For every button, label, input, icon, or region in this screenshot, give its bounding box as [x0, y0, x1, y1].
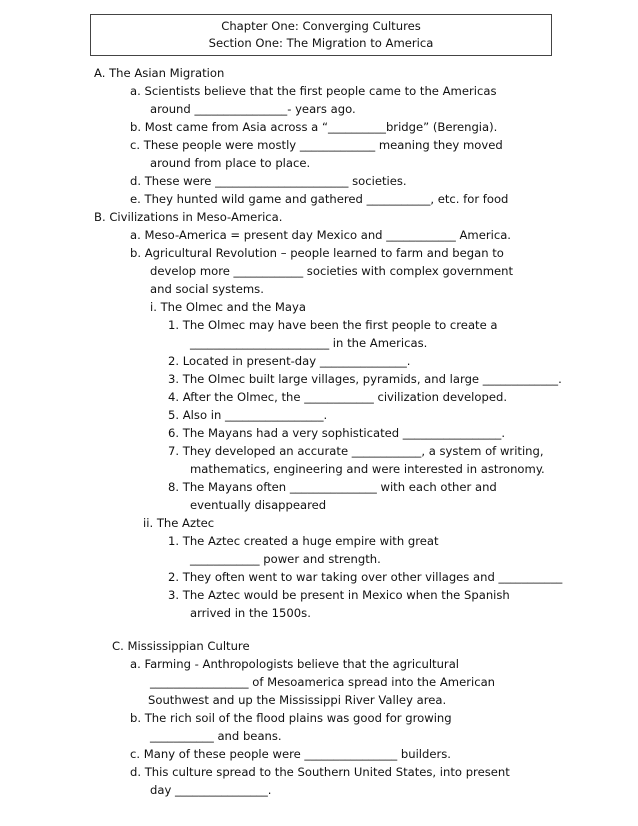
outline-line: around from place to place. — [150, 156, 311, 170]
outline-line: A. The Asian Migration — [94, 66, 225, 80]
outline-line: 3. The Aztec would be present in Mexico when the Spanish — [168, 588, 510, 602]
outline-line: and social systems. — [150, 282, 264, 296]
outline-line: b. The rich soil of the flood plains was good for growing — [130, 711, 452, 725]
outline-line: 3. The Olmec built large villages, pyramids, and large _____________. — [168, 372, 562, 386]
outline-line: i. The Olmec and the Maya — [150, 300, 306, 314]
outline-line: Southwest and up the Mississippi River Valley area. — [148, 693, 447, 707]
header-box — [90, 14, 552, 56]
outline-line: c. These people were mostly _____________ meaning they moved — [130, 138, 503, 152]
outline-line: 7. They developed an accurate ____________, a system of writing, — [168, 444, 544, 458]
outline-line: 4. After the Olmec, the ____________ civilization developed. — [168, 390, 508, 404]
outline-line: day ________________. — [150, 783, 272, 797]
outline-line: ii. The Aztec — [143, 516, 215, 530]
outline-line: arrived in the 1500s. — [190, 606, 311, 620]
outline-line: ____________ power and strength. — [190, 552, 381, 566]
outline-line: around ________________- years ago. — [150, 102, 356, 116]
outline-line: d. These were _______________________ societies. — [130, 174, 407, 188]
outline-line: c. Many of these people were ________________ builders. — [130, 747, 451, 761]
outline-line: a. Scientists believe that the first people came to the Americas — [130, 84, 497, 98]
outline-line: 2. Located in present-day _______________. — [168, 354, 411, 368]
chapter-title: Chapter One: Converging Cultures — [221, 19, 421, 33]
section-title: Section One: The Migration to America — [208, 36, 434, 50]
outline-line: mathematics, engineering and were interested in astronomy. — [190, 462, 545, 476]
outline-line: 1. The Aztec created a huge empire with great — [168, 534, 439, 548]
outline-line: 1. The Olmec may have been the first people to create a — [168, 318, 498, 332]
outline-line: develop more ____________ societies with complex government — [150, 264, 514, 278]
outline-line: a. Meso-America = present day Mexico and ____________ America. — [130, 228, 511, 242]
outline-line: 6. The Mayans had a very sophisticated _________________. — [168, 426, 506, 440]
outline-line: ___________ and beans. — [150, 729, 282, 743]
outline-line: B. Civilizations in Meso-America. — [94, 210, 283, 224]
outline-line: e. They hunted wild game and gathered ___________, etc. for food — [130, 192, 509, 206]
outline-line: C. Mississippian Culture — [112, 639, 250, 653]
outline-line: 5. Also in _________________. — [168, 408, 328, 422]
outline-line: b. Agricultural Revolution – people learned to farm and began to — [130, 246, 504, 260]
outline-line: a. Farming - Anthropologists believe that the agricultural — [130, 657, 460, 671]
outline-line: 8. The Mayans often _______________ with each other and — [168, 480, 497, 494]
outline-line: eventually disappeared — [190, 498, 327, 512]
outline-line: 2. They often went to war taking over other villages and ___________ — [168, 570, 563, 584]
outline-line: b. Most came from Asia across a “__________bridge” (Berengia). — [130, 120, 498, 134]
outline-line: ________________________ in the Americas. — [190, 336, 428, 350]
outline-line: d. This culture spread to the Southern United States, into present — [130, 765, 510, 779]
outline-line: _________________ of Mesoamerica spread into the American — [150, 675, 496, 689]
